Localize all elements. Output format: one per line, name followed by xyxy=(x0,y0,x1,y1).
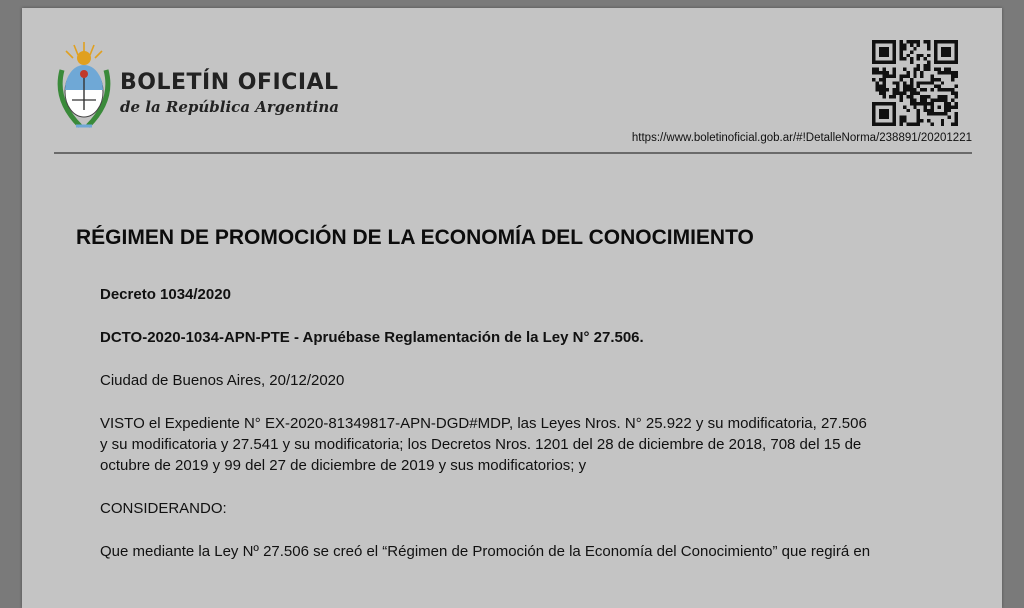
visto-line: octubre de 2019 y 99 del 27 de diciembre de 2019 y sus modificatorios; y xyxy=(100,457,587,474)
brand-subtitle: de la República Argentina xyxy=(120,98,339,116)
decree-summary: DCTO-2020-1034-APN-PTE - Apruébase Reglamentación de la Ley N° 27.506. xyxy=(100,329,644,346)
visto-line: VISTO el Expediente N° EX-2020-81349817-APN-DGD#MDP, las Leyes Nros. N° 25.922 y su modificatoria, 27.506 xyxy=(100,415,867,432)
visto-paragraph xyxy=(100,413,940,476)
page-header xyxy=(54,40,972,152)
document-body xyxy=(100,284,940,584)
argentina-coat-of-arms-icon xyxy=(54,40,114,132)
place-date: Ciudad de Buenos Aires, 20/12/2020 xyxy=(100,372,345,389)
qr-code-icon xyxy=(872,40,958,126)
considerando-paragraph: Que mediante la Ley Nº 27.506 se creó el “Régimen de Promoción de la Economía del Conocimiento” que regirá en xyxy=(100,543,871,560)
document-page xyxy=(22,8,1002,608)
considerando-heading: CONSIDERANDO: xyxy=(100,500,227,517)
brand-title: BOLETÍN OFICIAL xyxy=(120,70,339,95)
decree-number: Decreto 1034/2020 xyxy=(100,286,231,303)
header-divider xyxy=(54,152,972,154)
document-url[interactable]: https://www.boletinoficial.gob.ar/#!DetalleNorma/238891/20201221 xyxy=(631,132,972,144)
document-title: RÉGIMEN DE PROMOCIÓN DE LA ECONOMÍA DEL CONOCIMIENTO xyxy=(76,226,754,249)
visto-line: y su modificatoria y 27.541 y su modificatoria; los Decretos Nros. 1201 del 28 de diciembre de 2018, 708 del 15 de xyxy=(100,436,862,453)
